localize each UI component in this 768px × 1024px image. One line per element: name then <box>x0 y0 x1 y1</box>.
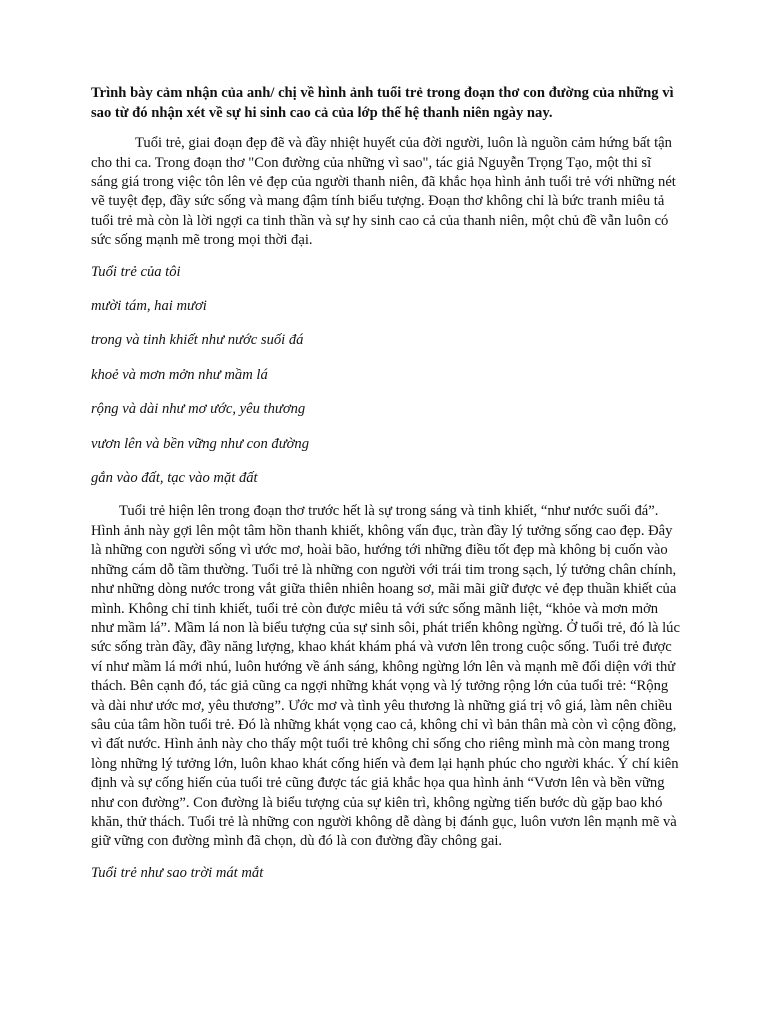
intro-paragraph: Tuổi trẻ, giai đoạn đẹp đẽ và đầy nhiệt huyết của đời người, luôn là nguồn cảm hứng bất tận cho thi ca. Trong đoạn thơ "Con đường của những vì sao", tác giả Nguyễn Trọng Tạo, một thi sĩ sáng giá trong việc tôn lên vẻ đẹp của người thanh niên, đã khắc họa hình ảnh tuổi trẻ với những nét vẽ tuyệt đẹp, đầy sức sống và mang đậm tính biểu tượng. Đoạn thơ không chỉ là bức tranh miêu tả tuổi trẻ mà còn là lời ngợi ca tinh thần và sự hy sinh cao cả của thanh niên, một chủ đề vẫn luôn có sức sống mạnh mẽ trong mọi thời đại. <box>91 135 676 249</box>
poem-line: gắn vào đất, tạc vào mặt đất <box>91 470 258 487</box>
document-title: Trình bày cảm nhận của anh/ chị về hình ảnh tuổi trẻ trong đoạn thơ con đường của những vì sao từ đó nhận xét về sự hi sinh cao cả của lớp thế hệ thanh niên ngày nay. <box>91 85 674 121</box>
poem-line: rộng và dài như mơ ước, yêu thương <box>91 401 306 418</box>
poem-line: vươn lên và bền vững như con đường <box>91 435 310 452</box>
poem-line: Tuổi trẻ của tôi <box>91 263 181 280</box>
poem-line: mười tám, hai mươi <box>91 298 207 315</box>
document-page <box>91 84 681 898</box>
closing-poem-line: Tuổi trẻ như sao trời mát mắt <box>91 864 264 881</box>
poem-line: trong và tinh khiết như nước suối đá <box>91 332 304 349</box>
poem-line: khoẻ và mơn mởn như mầm lá <box>91 366 268 383</box>
poem-excerpt <box>91 263 681 489</box>
analysis-paragraph: Tuổi trẻ hiện lên trong đoạn thơ trước hết là sự trong sáng và tinh khiết, “như nước suối đá”. Hình ảnh này gợi lên một tâm hồn thanh khiết, không vẩn đục, tràn đầy lý tưởng sống cao đẹp. Đây là những con người sống vì ước mơ, hoài bão, hướng tới những điều tốt đẹp mà không bị cuốn vào những cám dỗ tầm thường. Tuổi trẻ là những con người với trái tim trong sạch, lý tưởng chân chính, như những dòng nước trong vắt giữa thiên nhiên hoang sơ, mãi mãi giữ được vẻ đẹp thuần khiết của mình. Không chỉ tinh khiết, tuổi trẻ còn được miêu tả với sức sống mãnh liệt, “khỏe và mơn mởn như mầm lá”. Mầm lá non là biểu tượng của sự sinh sôi, phát triển không ngừng. Ở tuổi trẻ, đó là lúc sức sống tràn đầy, đầy năng lượng, khao khát khám phá và vươn lên trong cuộc sống. Tuổi trẻ được ví như mầm lá mới nhú, luôn hướng về ánh sáng, không ngừng lớn lên và mạnh mẽ đối diện với thử thách. Bên cạnh đó, tác giả cũng ca ngợi những khát vọng và lý tưởng rộng lớn của tuổi trẻ: “Rộng và dài như ước mơ, yêu thương”. Ước mơ và tình yêu thương là những giá trị vô giá, làm nên chiều sâu của tâm hồn tuổi trẻ. Đó là những khát vọng cao cả, không chỉ vì bản thân mà còn vì cộng đồng, vì đất nước. Hình ảnh này cho thấy một tuổi trẻ không chỉ sống cho riêng mình mà còn mang trong lòng những lý tưởng lớn, luôn khao khát cống hiến và đem lại hạnh phúc cho người khác. Ý chí kiên định và sự cống hiến của tuổi trẻ cũng được tác giả khắc họa qua hình ảnh “Vươn lên và bền vững như con đường”. Con đường là biểu tượng của sự kiên trì, không ngừng tiến bước dù gặp bao khó khăn, thử thách. Tuổi trẻ là những con người không dễ dàng bị đánh gục, luôn vươn lên mạnh mẽ và giữ vững con đường mình đã chọn, dù đó là con đường đầy chông gai. <box>91 503 680 850</box>
